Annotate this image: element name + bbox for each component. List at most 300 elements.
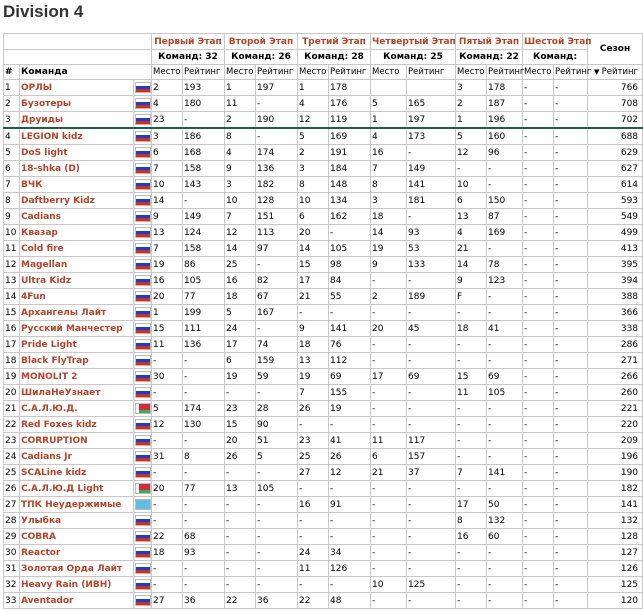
rating-cell: - (554, 433, 588, 449)
rating-cell: 12 (329, 465, 371, 481)
rating-cell: - (487, 353, 523, 369)
place-cell: 7 (152, 241, 183, 257)
rating-cell: 34 (329, 545, 371, 561)
flag-cell (134, 529, 152, 545)
header-blank (4, 34, 152, 50)
flag-cell (134, 577, 152, 593)
place-cell: - (225, 513, 256, 529)
flag-cell (134, 401, 152, 417)
place-cell: - (523, 497, 554, 513)
team-link[interactable]: Daftberry Kidz (20, 193, 134, 209)
place-cell: - (225, 529, 256, 545)
rating-cell: 197 (407, 112, 456, 129)
flag-cell (134, 481, 152, 497)
place-cell: 19 (371, 241, 407, 257)
team-link[interactable]: Cadians (20, 209, 134, 225)
col-team-header[interactable]: Команда (20, 65, 152, 80)
rating-cell: - (554, 369, 588, 385)
table-row (4, 433, 643, 449)
rank-cell: 1 (4, 80, 20, 96)
flag-ru-icon (135, 435, 151, 446)
place-cell: 4 (456, 225, 487, 241)
place-cell: 1 (298, 80, 329, 96)
rating-cell: 26 (329, 449, 371, 465)
place-cell: 13 (298, 353, 329, 369)
rating-cell: 174 (256, 145, 298, 161)
rating-cell: - (407, 305, 456, 321)
place-cell: - (523, 385, 554, 401)
place-cell: 10 (298, 193, 329, 209)
col-place-header[interactable]: Место (456, 65, 487, 80)
stage-link-1[interactable]: Первый Этап (152, 34, 225, 50)
place-cell: 16 (456, 529, 487, 545)
rating-cell: 174 (183, 401, 225, 417)
rating-cell: 111 (183, 321, 225, 337)
team-link[interactable]: Magellan (20, 257, 134, 273)
place-cell: 19 (225, 369, 256, 385)
place-cell: - (523, 177, 554, 193)
rating-cell: - (554, 529, 588, 545)
rating-cell: 105 (256, 481, 298, 497)
rating-cell: 126 (329, 561, 371, 577)
table-row (4, 193, 643, 209)
sort-desc-icon: ▼ (594, 68, 602, 76)
place-cell: 7 (456, 465, 487, 481)
rating-cell: - (487, 577, 523, 593)
season-rating-cell: 627 (588, 161, 643, 177)
col-place-header[interactable]: Место (225, 65, 256, 80)
rank-cell: 22 (4, 417, 20, 433)
place-cell: 5 (152, 401, 183, 417)
table-row (4, 273, 643, 289)
team-link[interactable]: Red Foxes kidz (20, 417, 134, 433)
place-cell: 27 (152, 593, 183, 609)
team-link[interactable]: 18-shka (D) (20, 161, 134, 177)
team-link[interactable]: ВЧК (20, 177, 134, 193)
rank-cell: 21 (4, 401, 20, 417)
rating-cell: 76 (329, 337, 371, 353)
rating-cell: - (256, 577, 298, 593)
col-place-header[interactable]: Место (371, 65, 407, 80)
place-cell: - (371, 385, 407, 401)
team-link[interactable]: LEGION kidz (20, 128, 134, 145)
place-cell: 7 (371, 161, 407, 177)
place-cell: 23 (298, 433, 329, 449)
place-cell: 10 (152, 177, 183, 193)
place-cell: 21 (456, 241, 487, 257)
season-rating-cell: 190 (588, 465, 643, 481)
season-rating-cell: 395 (588, 257, 643, 273)
rating-cell: - (329, 481, 371, 497)
team-link[interactable]: Русский Манчестер (20, 321, 134, 337)
place-cell: 5 (225, 305, 256, 321)
rank-cell: 19 (4, 369, 20, 385)
table-row (4, 80, 643, 96)
place-cell: 25 (225, 257, 256, 273)
flag-ru-icon (135, 419, 151, 430)
rating-cell: - (256, 513, 298, 529)
place-cell: - (152, 561, 183, 577)
team-link[interactable]: ТПК Неудержимые (20, 497, 134, 513)
place-cell: 12 (298, 112, 329, 129)
rating-cell: 51 (256, 433, 298, 449)
rating-cell: - (554, 112, 588, 129)
rating-cell: 181 (407, 193, 456, 209)
rating-cell: - (554, 128, 588, 145)
place-cell: - (523, 145, 554, 161)
place-cell: 2 (456, 96, 487, 112)
team-link[interactable]: COBRA (20, 529, 134, 545)
rating-cell: 193 (183, 80, 225, 96)
rating-cell: - (487, 401, 523, 417)
flag-ru-icon (135, 259, 151, 270)
col-rating-header[interactable]: Рейтинг (183, 65, 225, 80)
team-link[interactable]: Бузотеры (20, 96, 134, 112)
place-cell: 3 (298, 161, 329, 177)
rating-cell: - (407, 353, 456, 369)
rank-cell: 18 (4, 353, 20, 369)
rating-cell: - (487, 305, 523, 321)
rating-cell: 37 (407, 465, 456, 481)
place-cell: 17 (225, 337, 256, 353)
rank-cell: 32 (4, 577, 20, 593)
flag-cell (134, 112, 152, 129)
place-cell: 7 (225, 209, 256, 225)
place-cell: - (523, 465, 554, 481)
rating-cell: - (554, 145, 588, 161)
flag-cell (134, 337, 152, 353)
team-link[interactable]: ОРЛЫ (20, 80, 134, 96)
table-row (4, 209, 643, 225)
place-cell: 14 (456, 257, 487, 273)
place-cell: 20 (152, 481, 183, 497)
place-cell: 24 (225, 321, 256, 337)
place-cell: - (371, 593, 407, 609)
team-link[interactable]: MONOLIT 2 (20, 369, 134, 385)
team-link[interactable]: Друиды (20, 112, 134, 129)
flag-cell (134, 128, 152, 145)
rating-cell: 93 (183, 545, 225, 561)
rating-cell: 187 (487, 96, 523, 112)
rating-cell: 186 (183, 128, 225, 145)
place-cell: 19 (298, 369, 329, 385)
team-link[interactable]: Улыбка (20, 513, 134, 529)
flag-cell (134, 209, 152, 225)
table-row (4, 529, 643, 545)
rank-cell: 28 (4, 513, 20, 529)
place-cell: 5 (371, 96, 407, 112)
place-cell: 2 (225, 112, 256, 129)
place-cell: - (456, 433, 487, 449)
season-rating-cell: 338 (588, 321, 643, 337)
place-cell: - (523, 161, 554, 177)
place-cell: 10 (456, 177, 487, 193)
place-cell: 13 (225, 481, 256, 497)
flag-cell (134, 465, 152, 481)
rating-cell: - (554, 385, 588, 401)
place-cell: - (152, 433, 183, 449)
team-link[interactable]: Ultra Kidz (20, 273, 134, 289)
place-cell: 6 (456, 193, 487, 209)
table-row (4, 369, 643, 385)
stage-team-count-6: Команд: (523, 50, 588, 65)
col-season-rating-header[interactable] (588, 65, 643, 80)
team-link[interactable]: Cold fire (20, 241, 134, 257)
col-rating-header[interactable]: Рейтинг (407, 65, 456, 80)
rank-cell: 23 (4, 433, 20, 449)
rating-cell: 169 (487, 225, 523, 241)
place-cell: - (523, 577, 554, 593)
flag-ru-icon (135, 307, 151, 318)
flag-kz-icon (135, 499, 151, 510)
col-place-header[interactable]: Место (152, 65, 183, 80)
stage-link-2[interactable]: Второй Этап (225, 34, 298, 50)
rank-cell: 27 (4, 497, 20, 513)
rating-cell: 160 (487, 128, 523, 145)
rating-cell: - (554, 561, 588, 577)
place-cell: 7 (152, 161, 183, 177)
rating-cell: 5 (256, 449, 298, 465)
team-link[interactable]: 4Fun (20, 289, 134, 305)
rating-cell: 41 (329, 433, 371, 449)
rating-cell: - (554, 401, 588, 417)
rank-cell: 11 (4, 241, 20, 257)
rating-cell: - (487, 417, 523, 433)
rating-cell: 199 (183, 305, 225, 321)
col-place-header[interactable]: Место (523, 65, 554, 80)
col-place-header[interactable]: Место (298, 65, 329, 80)
place-cell: 22 (298, 593, 329, 609)
season-rating-cell: 614 (588, 177, 643, 193)
place-cell: - (456, 449, 487, 465)
place-cell: 26 (298, 401, 329, 417)
rating-cell: 141 (329, 321, 371, 337)
rating-cell: - (256, 257, 298, 273)
flag-ru-icon (135, 179, 151, 190)
place-cell: - (456, 545, 487, 561)
rating-cell: 169 (329, 128, 371, 145)
col-rating-header[interactable]: Рейтинг (487, 65, 523, 80)
team-link[interactable]: С.А.Л.Ю.Д. (20, 401, 134, 417)
team-link[interactable]: SCALine kidz (20, 465, 134, 481)
rating-cell: 189 (407, 289, 456, 305)
place-cell: 16 (152, 273, 183, 289)
team-link[interactable]: Black FlyTrap (20, 353, 134, 369)
season-rating-cell: 593 (588, 193, 643, 209)
table-row (4, 401, 643, 417)
place-cell: 11 (225, 96, 256, 112)
season-rating-cell: 499 (588, 225, 643, 241)
place-cell: 14 (225, 241, 256, 257)
team-link[interactable]: Квазар (20, 225, 134, 241)
place-cell: 31 (152, 449, 183, 465)
rating-cell: 19 (329, 401, 371, 417)
place-cell: 27 (298, 465, 329, 481)
rating-cell: 86 (183, 257, 225, 273)
flag-cell (134, 417, 152, 433)
rank-cell: 16 (4, 321, 20, 337)
place-cell: - (371, 273, 407, 289)
team-link[interactable]: Heavy Rain (ИВН) (20, 577, 134, 593)
place-cell: - (523, 369, 554, 385)
col-rating-header[interactable]: Рейтинг (554, 65, 588, 80)
team-link[interactable]: Архангелы Лайт (20, 305, 134, 321)
rating-cell: - (407, 545, 456, 561)
place-cell: 4 (225, 145, 256, 161)
place-cell: - (523, 353, 554, 369)
rating-cell: - (407, 417, 456, 433)
col-rating-header[interactable]: Рейтинг (256, 65, 298, 80)
team-link[interactable]: Золотая Орда Лайт (20, 561, 134, 577)
flag-ru-icon (135, 131, 151, 142)
stage-team-count-5: Команд: 22 (456, 50, 523, 65)
team-link[interactable]: Pride Light (20, 337, 134, 353)
rating-cell: 143 (183, 177, 225, 193)
place-cell: 23 (152, 112, 183, 129)
rating-cell: - (256, 465, 298, 481)
flag-by-icon (135, 403, 151, 414)
place-cell (371, 80, 407, 96)
rating-cell: 8 (183, 449, 225, 465)
rating-cell: 105 (487, 385, 523, 401)
place-cell: 5 (456, 128, 487, 145)
rank-cell: 5 (4, 145, 20, 161)
flag-ru-icon (135, 563, 151, 574)
flag-ru-icon (135, 114, 151, 125)
place-cell: - (152, 385, 183, 401)
table-row (4, 321, 643, 337)
rating-cell: 130 (183, 417, 225, 433)
place-cell: 8 (371, 177, 407, 193)
season-rating-cell: 126 (588, 561, 643, 577)
stage-link-5[interactable]: Пятый Этап (456, 34, 523, 50)
rating-cell: 184 (329, 161, 371, 177)
rating-cell: - (554, 449, 588, 465)
rating-cell: - (554, 177, 588, 193)
col-rating-header[interactable]: Рейтинг (329, 65, 371, 80)
place-cell: - (523, 433, 554, 449)
rank-cell: 30 (4, 545, 20, 561)
season-rating-cell: 629 (588, 145, 643, 161)
place-cell: - (371, 337, 407, 353)
place-cell: 20 (298, 225, 329, 241)
rating-cell: 176 (329, 96, 371, 112)
rating-cell: - (487, 177, 523, 193)
team-link[interactable]: Cadians Jr (20, 449, 134, 465)
season-rating-cell: 266 (588, 369, 643, 385)
place-cell: - (523, 417, 554, 433)
rating-cell: - (329, 417, 371, 433)
season-rating-cell: 209 (588, 433, 643, 449)
flag-cell (134, 369, 152, 385)
rating-cell: - (256, 128, 298, 145)
flag-cell (134, 321, 152, 337)
place-cell: - (225, 385, 256, 401)
rank-cell: 9 (4, 209, 20, 225)
team-link[interactable]: ШилаНеУзнает (20, 385, 134, 401)
flag-cell (134, 593, 152, 609)
table-row (4, 145, 643, 161)
place-cell: - (456, 337, 487, 353)
place-cell: - (298, 513, 329, 529)
table-row (4, 257, 643, 273)
place-cell: - (523, 273, 554, 289)
rating-cell: - (183, 433, 225, 449)
table-row (4, 577, 643, 593)
team-link[interactable]: Aventador (20, 593, 134, 609)
team-link[interactable]: С.А.Л.Ю.Д Light (20, 481, 134, 497)
flag-cell (134, 96, 152, 112)
table-row (4, 465, 643, 481)
season-rating-cell: 220 (588, 417, 643, 433)
rating-cell: - (554, 273, 588, 289)
rank-cell: 12 (4, 257, 20, 273)
rank-cell: 17 (4, 337, 20, 353)
stage-link-3[interactable]: Третий Этап (298, 34, 371, 50)
place-cell: 6 (225, 353, 256, 369)
season-rating-cell: 196 (588, 449, 643, 465)
standings-table (3, 33, 643, 609)
rating-cell: 150 (487, 193, 523, 209)
rating-cell: 168 (183, 145, 225, 161)
place-cell: 21 (371, 465, 407, 481)
season-rating-cell: 688 (588, 128, 643, 145)
rating-cell: 157 (407, 449, 456, 465)
place-cell: 14 (298, 241, 329, 257)
rating-cell: 48 (329, 593, 371, 609)
rating-cell: 136 (183, 337, 225, 353)
rating-cell: - (554, 257, 588, 273)
place-cell: 2 (152, 80, 183, 96)
place-cell: - (225, 465, 256, 481)
team-link[interactable]: Reactor (20, 545, 134, 561)
stage-team-count-2: Команд: 26 (225, 50, 298, 65)
place-cell: 18 (225, 289, 256, 305)
stage-link-6[interactable]: Шестой Этап (523, 34, 588, 50)
rating-cell: 191 (329, 145, 371, 161)
rating-cell: - (407, 513, 456, 529)
place-cell: - (298, 529, 329, 545)
place-cell: - (152, 513, 183, 529)
season-rating-cell: 132 (588, 513, 643, 529)
table-row (4, 385, 643, 401)
table-row (4, 353, 643, 369)
rating-cell: 141 (487, 465, 523, 481)
rating-cell: 149 (407, 161, 456, 177)
place-cell: 9 (456, 273, 487, 289)
rating-cell: - (329, 513, 371, 529)
rating-cell: - (329, 225, 371, 241)
season-rating-cell: 708 (588, 96, 643, 112)
team-link[interactable]: DoS light (20, 145, 134, 161)
rating-cell: - (183, 561, 225, 577)
rating-cell: 93 (407, 225, 456, 241)
flag-ru-icon (135, 387, 151, 398)
flag-ru-icon (135, 227, 151, 238)
place-cell: - (371, 529, 407, 545)
place-cell: - (523, 193, 554, 209)
place-cell: 20 (371, 321, 407, 337)
place-cell: 15 (152, 321, 183, 337)
stage-link-4[interactable]: Четвертый Этап (371, 34, 456, 50)
rating-cell: - (487, 545, 523, 561)
col-num-header[interactable]: # (4, 65, 20, 80)
place-cell: 17 (456, 497, 487, 513)
team-link[interactable]: CORRUPTION (20, 433, 134, 449)
table-row (4, 481, 643, 497)
flag-ru-icon (135, 211, 151, 222)
place-cell: 15 (298, 257, 329, 273)
